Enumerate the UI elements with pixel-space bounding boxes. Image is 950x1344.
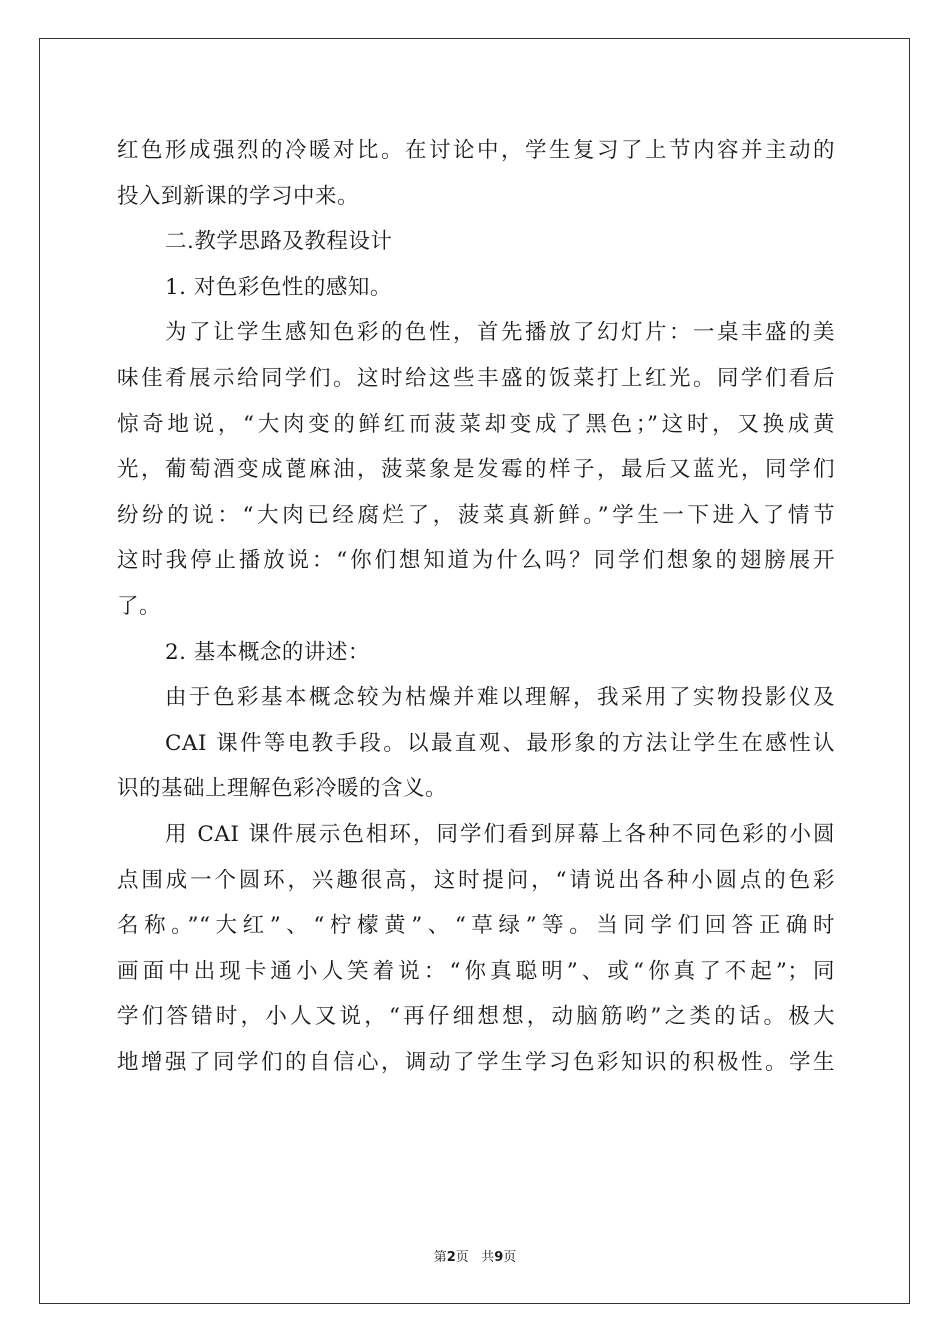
paragraph-line: 光，葡萄酒变成蓖麻油，菠菜象是发霉的样子，最后又蓝光，同学们 [117, 457, 835, 483]
paragraph-line: 这时我停止播放说：“你们想知道为什么吗？同学们想象的翅膀展开 [117, 548, 835, 574]
page-number: 2 [446, 1250, 456, 1265]
page-number-prefix: 第 [433, 1250, 447, 1265]
page-number-suffix: 页 [455, 1250, 469, 1265]
total-pages: 9 [494, 1250, 504, 1265]
subsection-heading: 2. 基本概念的讲述： [165, 639, 370, 665]
document-body [117, 128, 835, 1085]
paragraph-line: 地增强了同学们的自信心，调动了学生学习色彩知识的积极性。学生 [117, 1049, 835, 1075]
paragraph-line: 点围成一个圆环，兴趣很高，这时提问，“请说出各种小圆点的色彩 [117, 867, 835, 893]
paragraph-line: 为了让学生感知色彩的色性，首先播放了幻灯片：一桌丰盛的美 [165, 320, 835, 346]
paragraph-line: CAI 课件等电教手段。以最直观、最形象的方法让学生在感性认 [165, 730, 835, 756]
total-pages-suffix: 页 [503, 1250, 517, 1265]
paragraph-line: 由于色彩基本概念较为枯燥并难以理解，我采用了实物投影仪及 [165, 685, 835, 711]
paragraph-line: 味佳肴展示给同学们。这时给这些丰盛的饭菜打上红光。同学们看后 [117, 365, 835, 391]
total-pages-prefix: 共 [481, 1250, 495, 1265]
section-heading: 二.教学思路及教程设计 [165, 229, 393, 255]
paragraph-line: 了。 [117, 593, 162, 619]
paragraph-line: 名称。”“大红”、“柠檬黄”、“草绿”等。当同学们回答正确时 [117, 913, 835, 939]
paragraph-line: 红色形成强烈的冷暖对比。在讨论中，学生复习了上节内容并主动的 [117, 138, 835, 163]
page-footer [0, 1246, 950, 1265]
paragraph-line: 投入到新课的学习中来。 [117, 183, 360, 209]
paragraph-line: 纷纷的说：“大肉已经腐烂了，菠菜真新鲜。”学生一下进入了情节 [117, 502, 835, 528]
paragraph-line: 画面中出现卡通小人笑着说：“你真聪明”、或“你真了不起”；同 [117, 958, 835, 984]
paragraph-line: 识的基础上理解色彩冷暖的含义。 [117, 776, 448, 802]
subsection-heading: 1. 对色彩色性的感知。 [165, 274, 392, 300]
paragraph-line: 学们答错时，小人又说，“再仔细想想，动脑筋哟”之类的话。极大 [117, 1004, 835, 1030]
paragraph-line: 惊奇地说，“大肉变的鲜红而菠菜却变成了黑色；”这时，又换成黄 [117, 411, 835, 437]
paragraph-line: 用 CAI 课件展示色相环，同学们看到屏幕上各种不同色彩的小圆 [165, 821, 835, 847]
